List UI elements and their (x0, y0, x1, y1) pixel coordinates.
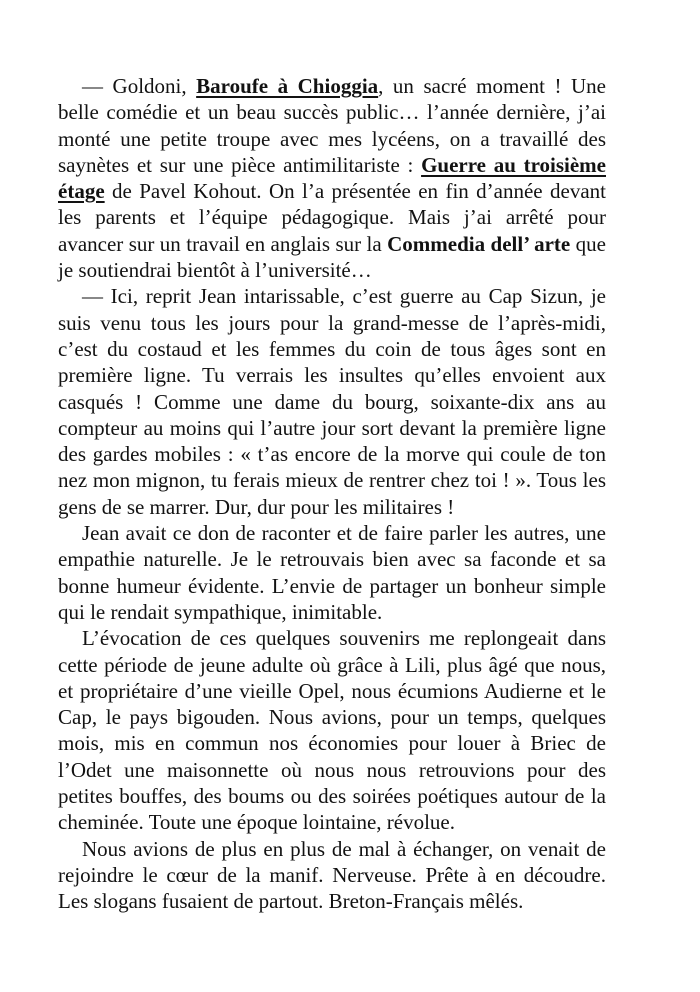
text-segment: que je soutiendrai bientôt à l’université… (58, 231, 606, 283)
paragraph (58, 625, 606, 835)
text-segment: — Ici, reprit Jean intarissable, c’est guerre au Cap Sizun, je suis venu tous les jours pour la grand-messe de l’après-midi, c’est du costaud et les femmes du coin de tous âges sont en première ligne. Tu verrais les insultes qu’elles envoient aux casqués ! Comme une dame du bourg, soixante-dix ans au compteur au moins qui l’autre jour sort devant la première ligne des gardes mobiles : « t’as encore de la morve qui coule de ton nez mon mignon, tu ferais mieux de rentrer chez toi ! ». Tous les gens de se marrer. Dur, dur pour les militaires ! (58, 284, 606, 519)
text-block (58, 73, 606, 915)
title-emphasis: Guerre au troisième étage (58, 152, 606, 204)
paragraph (58, 520, 606, 625)
text-segment: — Goldoni, (82, 74, 197, 98)
paragraph (58, 73, 606, 283)
paragraph (58, 283, 606, 520)
title-emphasis: Commedia dell’ arte (387, 231, 571, 256)
paragraph (58, 836, 606, 915)
text-segment: , un sacré moment ! Une belle comédie et un beau succès public… l’année dernière, j’ai monté une petite troupe avec mes lycéens, on a travaillé des saynètes et sur une pièce antimilitariste : (58, 74, 606, 177)
text-segment: L’évocation de ces quelques souvenirs me replongeait dans cette période de jeune adulte où grâce à Lili, plus âgé que nous, et propriétaire d’une vieille Opel, nous écumions Audierne et le Cap, le pays bigouden. Nous avions, pour un temps, quelques mois, mis en commun nos économies pour louer à Briec de l’Odet une maisonnette où nous nous retrouvions pour des petites bouffes, des boums ou des soirées poétiques autour de la cheminée. Toute une époque lointaine, révolue. (58, 626, 606, 835)
title-emphasis: Baroufe à Chioggia (196, 74, 379, 98)
text-segment: Nous avions de plus en plus de mal à échanger, on venait de rejoindre le cœur de la manif. Nerveuse. Prête à en découdre. Les slogans fusaient de partout. Breton-Français mêlés. (58, 836, 606, 914)
text-segment: Jean avait ce don de raconter et de faire parler les autres, une empathie naturelle. Je le retrouvais bien avec sa faconde et sa bonne humeur évidente. L’envie de partager un bonheur simple qui le rendait sympathique, inimitable. (58, 521, 606, 624)
text-segment: de Pavel Kohout. On l’a présentée en fin d’année devant les parents et l’équipe pédagogique. Mais j’ai arrêté pour avancer sur un travail en anglais sur la (58, 179, 606, 256)
